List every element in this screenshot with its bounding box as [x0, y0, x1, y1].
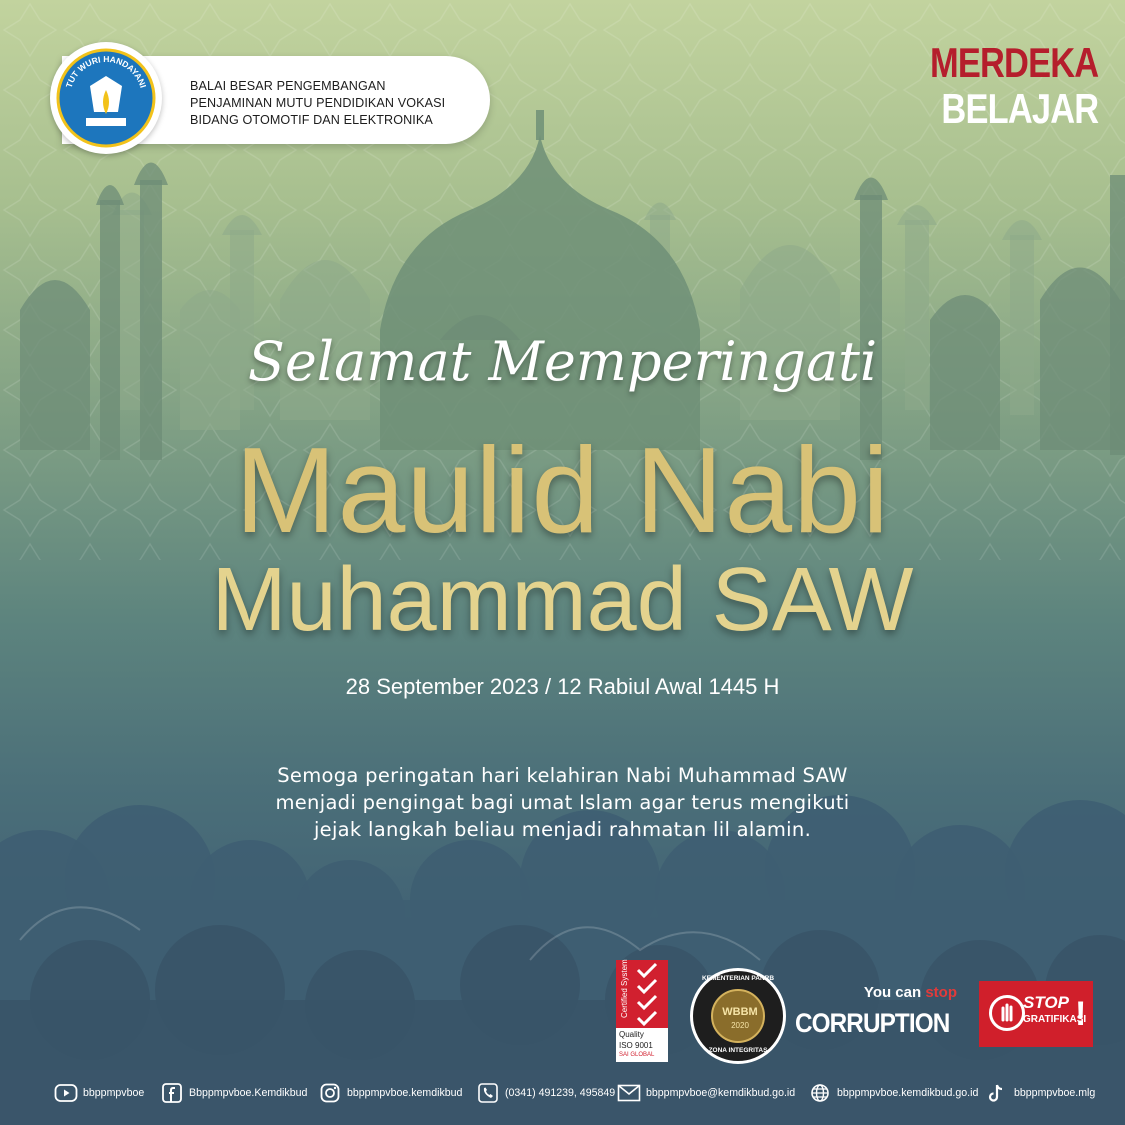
youtube-icon	[54, 1081, 78, 1105]
greeting-text: Selamat Memperingati	[247, 330, 878, 393]
footer-facebook[interactable]	[160, 1080, 307, 1106]
svg-text:TUT WURI HANDAYANI: TUT WURI HANDAYANI	[63, 53, 149, 90]
message-line-2: menjadi pengingat bagi umat Islam agar terus mengikuti	[275, 791, 850, 814]
footer-facebook-text: Bbppmpvboe.Kemdikbud	[189, 1087, 308, 1099]
hand-stop-icon	[989, 995, 1025, 1031]
institution-name	[190, 78, 490, 129]
greeting-message	[0, 762, 1125, 843]
phone-icon	[476, 1081, 500, 1105]
institution-line-3: BIDANG OTOMOTIF DAN ELEKTRONIKA	[190, 113, 433, 127]
iso-issuer-label: SAI GLOBAL	[619, 1052, 655, 1058]
footer-tiktok-text: bbppmpvboe.mlg	[1014, 1087, 1096, 1099]
wbbm-year-label: 2020	[731, 1021, 749, 1030]
corruption-word: CORRUPTION	[795, 1008, 950, 1038]
institution-line-2: PENJAMINAN MUTU PENDIDIKAN VOKASI	[190, 96, 446, 110]
wbbm-emblem	[711, 989, 765, 1043]
footer-tiktok[interactable]	[985, 1080, 1095, 1106]
you-can-stop-label	[864, 984, 957, 1001]
message-line-3: jejak langkah beliau menjadi rahmatan lil alamin.	[313, 818, 812, 841]
mail-icon	[617, 1081, 641, 1105]
iso-quality-label: Quality	[619, 1030, 644, 1039]
wbbm-bottom-label: ZONA INTEGRITAS	[708, 1047, 768, 1054]
web-icon	[808, 1081, 832, 1105]
iso-standard-label: ISO 9001	[619, 1041, 653, 1050]
gratifikasi-exclamation: !	[1075, 995, 1087, 1033]
you-can-text: You can	[863, 984, 926, 1001]
footer-youtube[interactable]	[54, 1080, 144, 1106]
facebook-icon	[160, 1081, 184, 1105]
message-line-1: Semoga peringatan hari kelahiran Nabi Muhammad SAW	[277, 764, 848, 787]
instagram-icon	[318, 1081, 342, 1105]
event-date: 28 September 2023 / 12 Rabiul Awal 1445 H	[345, 674, 780, 699]
footer-website[interactable]	[808, 1080, 978, 1106]
footer-instagram-text: bbppmpvboe.kemdikbud	[347, 1087, 463, 1099]
footer-website-text: bbppmpvboe.kemdikbud.go.id	[837, 1087, 979, 1099]
belajar-text: BELAJAR	[941, 85, 1098, 132]
stop-text: stop	[925, 984, 957, 1001]
footer-email[interactable]	[617, 1080, 795, 1106]
iso-certified-label: Certified System	[620, 959, 629, 1018]
merdeka-belajar-logo	[893, 40, 1098, 132]
gratifikasi-word: GRATIFIKASI	[1023, 1014, 1087, 1025]
gratifikasi-stop-text: STOP	[1023, 993, 1069, 1012]
footer-phone-text: (0341) 491239, 495849	[505, 1087, 616, 1099]
institution-line-1: BALAI BESAR PENGEMBANGAN	[190, 79, 386, 93]
tiktok-icon	[985, 1081, 1009, 1105]
stop-corruption-badge	[795, 982, 961, 1052]
merdeka-text: MERDEKA	[929, 39, 1098, 86]
title-line-1: Maulid Nabi	[234, 422, 891, 558]
title-line-2: Muhammad SAW	[211, 550, 914, 650]
footer-email-text: bbppmpvboe@kemdikbud.go.id	[646, 1087, 796, 1099]
contact-footer	[0, 1080, 1125, 1110]
wbbm-badge	[690, 968, 786, 1064]
footer-phone[interactable]	[476, 1080, 615, 1106]
wbbm-top-label: KEMENTERIAN PANRB	[701, 975, 775, 982]
stop-gratifikasi-badge	[979, 981, 1093, 1047]
tut-wuri-handayani-logo	[50, 42, 162, 154]
wbbm-center-label: WBBM	[722, 1006, 758, 1018]
iso-9001-badge	[616, 960, 668, 1062]
footer-instagram[interactable]	[318, 1080, 462, 1106]
footer-youtube-text: bbppmpvboe	[83, 1087, 145, 1099]
